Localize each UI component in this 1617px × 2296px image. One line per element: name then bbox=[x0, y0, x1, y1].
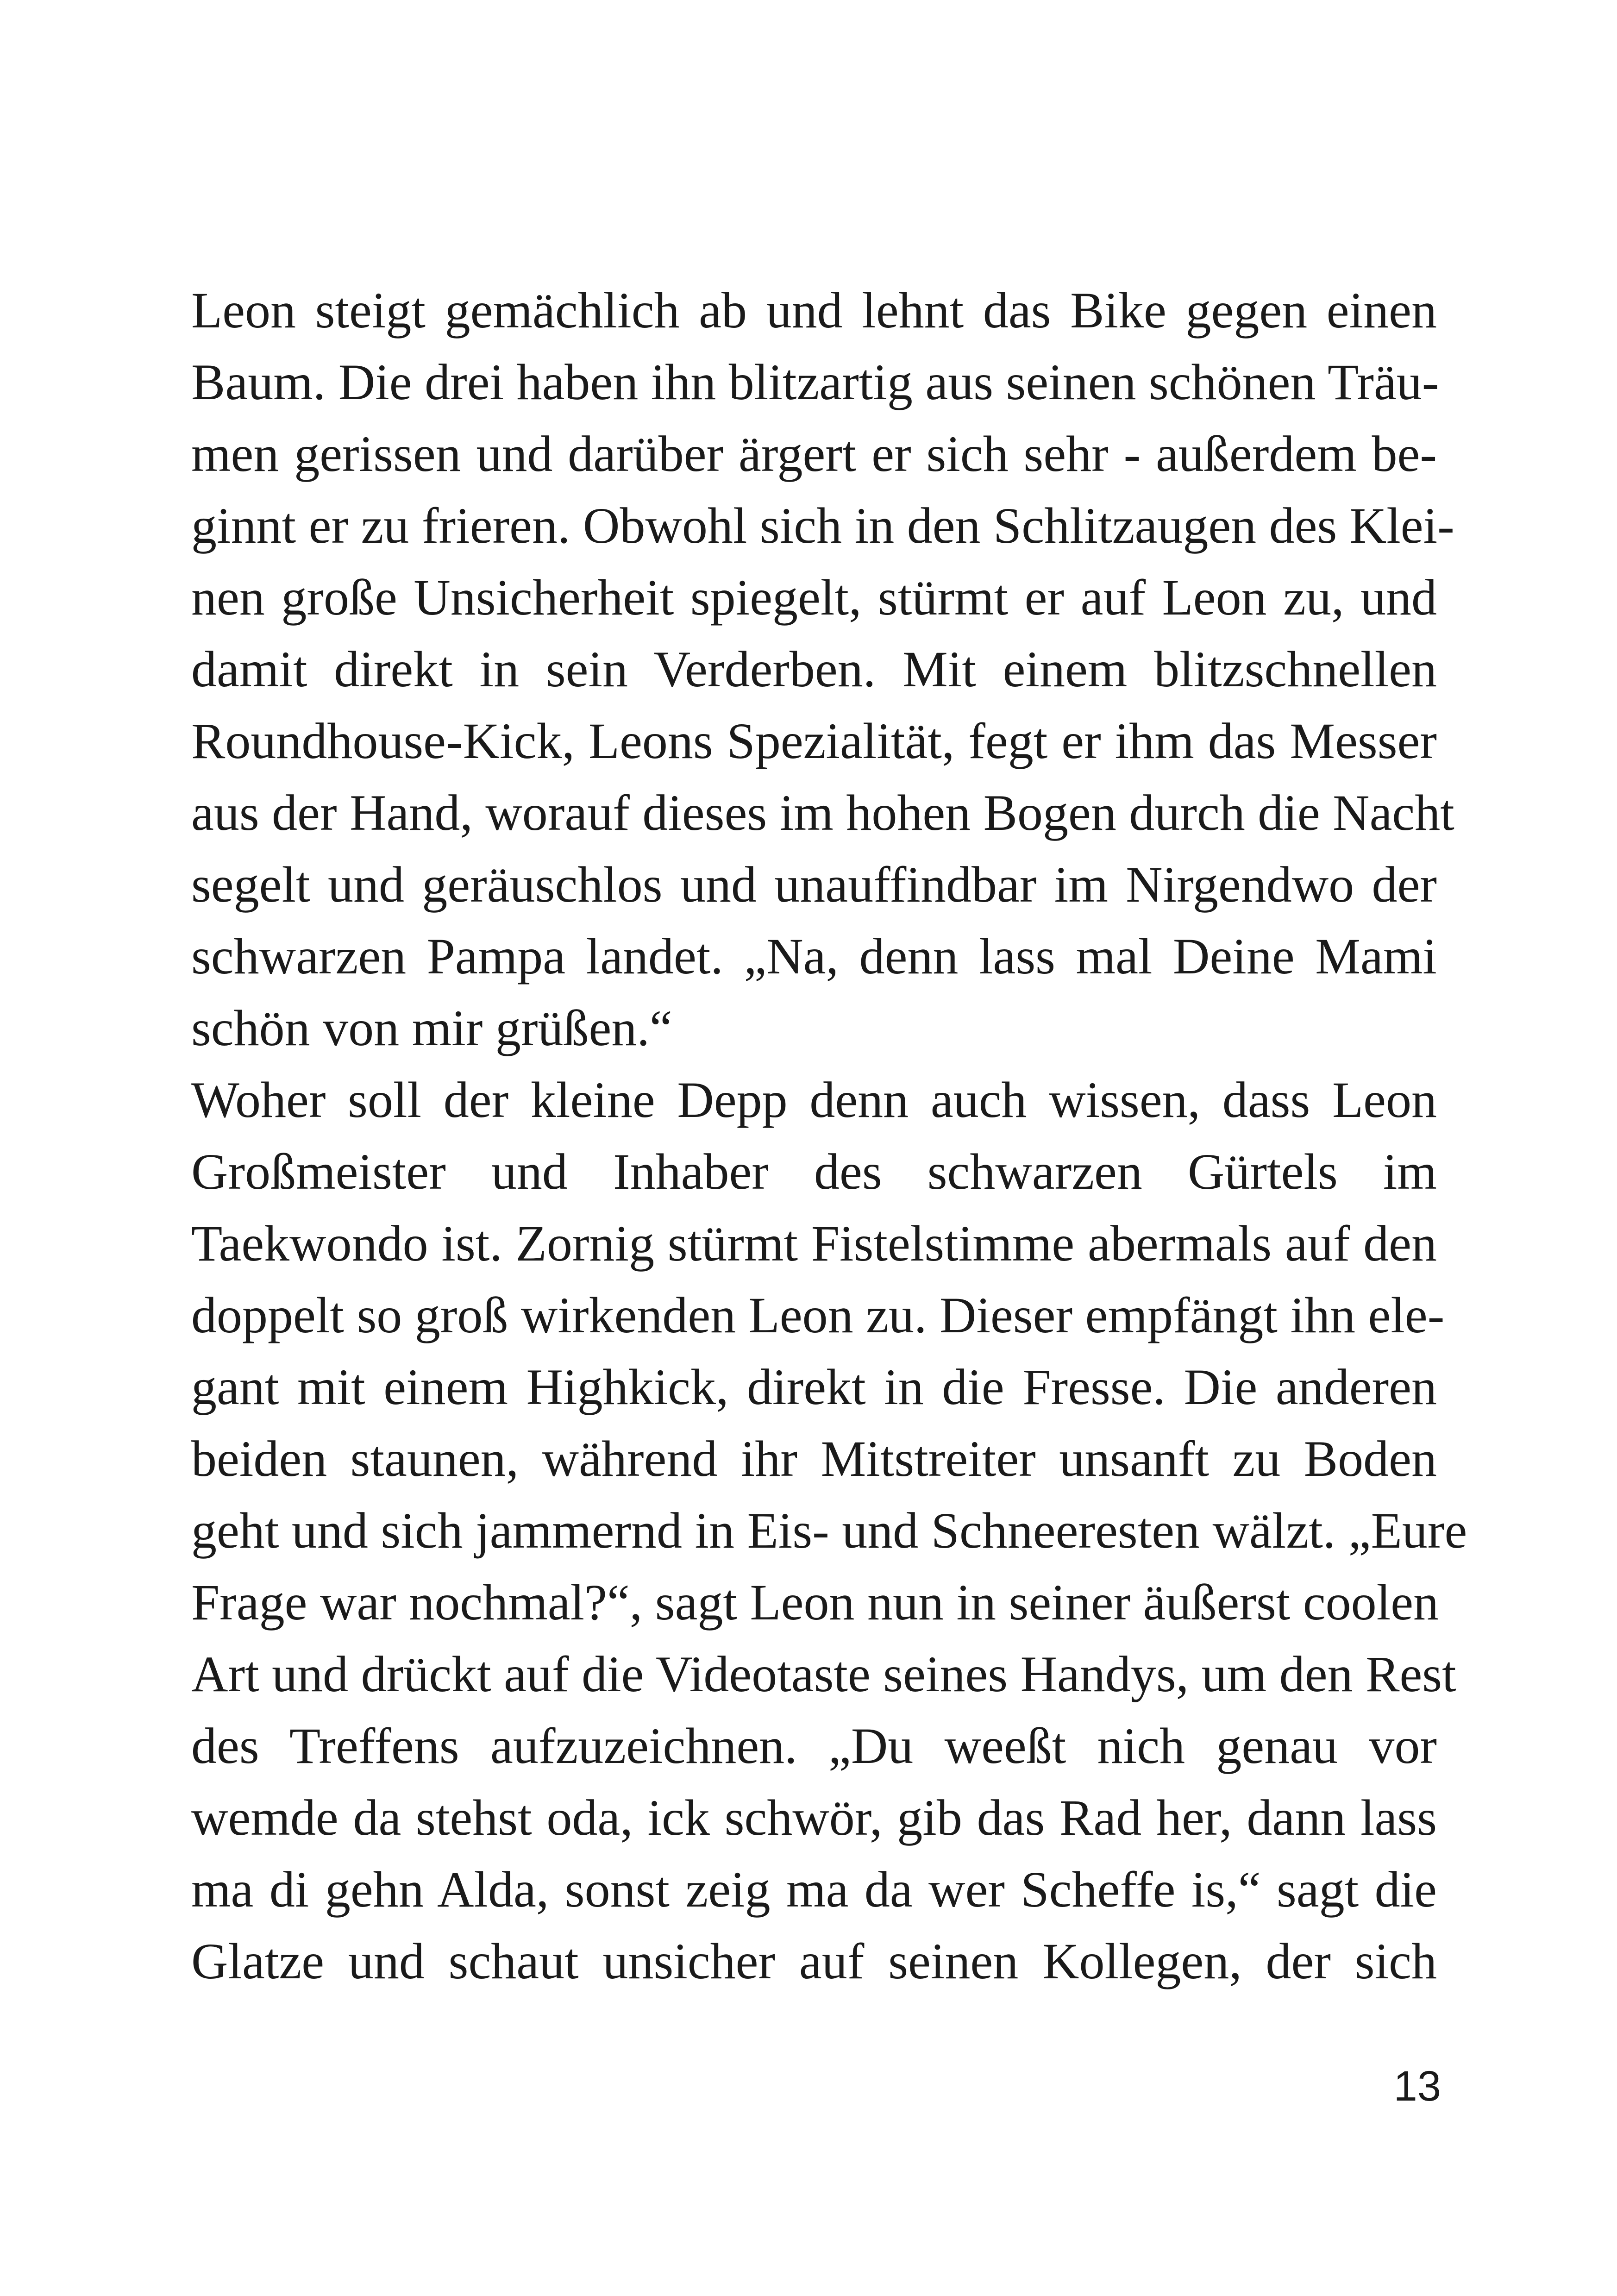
text-line: Frage war nochmal?“, sagt Leon nun in seiner äußerst coolen bbox=[191, 1574, 1439, 1631]
text-line: doppelt so groß wirkenden Leon zu. Dieser empfängt ihn ele- bbox=[191, 1287, 1445, 1343]
text-line: nen große Unsicherheit spiegelt, stürmt er auf Leon zu, und bbox=[191, 569, 1437, 626]
text-line: damit direkt in sein Verderben. Mit einem blitzschnellen bbox=[191, 641, 1437, 697]
text-line: geht und sich jammernd in Eis- und Schneeresten wälzt. „Eure bbox=[191, 1502, 1467, 1559]
text-line: Baum. Die drei haben ihn blitzartig aus seinen schönen Träu- bbox=[191, 354, 1439, 410]
text-line: wemde da stehst oda, ick schwör, gib das Rad her, dann lass bbox=[191, 1789, 1437, 1846]
text-line: Glatze und schaut unsicher auf seinen Kollegen, der sich bbox=[191, 1933, 1437, 1989]
text-line: Art und drückt auf die Videotaste seines Handys, um den Rest bbox=[191, 1646, 1456, 1702]
text-line: aus der Hand, worauf dieses im hohen Bogen durch die Nacht bbox=[191, 784, 1454, 841]
text-line: ma di gehn Alda, sonst zeig ma da wer Scheffe is,“ sagt die bbox=[191, 1861, 1437, 1918]
text-line: Leon steigt gemächlich ab und lehnt das Bike gegen einen bbox=[191, 282, 1437, 339]
text-line: beiden staunen, während ihr Mitstreiter unsanft zu Boden bbox=[191, 1430, 1437, 1487]
text-line: schön von mir grüßen.“ bbox=[191, 1000, 672, 1056]
text-line: ginnt er zu frieren. Obwohl sich in den Schlitzaugen des Klei- bbox=[191, 497, 1454, 554]
text-line: schwarzen Pampa landet. „Na, denn lass mal Deine Mami bbox=[191, 928, 1437, 985]
text-line: des Treffens aufzuzeichnen. „Du weeßt nich genau vor bbox=[191, 1718, 1437, 1774]
text-line: gant mit einem Highkick, direkt in die Fresse. Die anderen bbox=[191, 1359, 1437, 1415]
text-line: Roundhouse-Kick, Leons Spezialität, fegt er ihm das Messer bbox=[191, 713, 1437, 769]
text-line: segelt und geräuschlos und unauffindbar im Nirgendwo der bbox=[191, 856, 1437, 913]
text-line: men gerissen und darüber ärgert er sich sehr - außerdem be- bbox=[191, 426, 1437, 482]
page-number: 13 bbox=[1393, 2063, 1441, 2110]
body-text bbox=[191, 275, 1467, 1997]
text-line: Großmeister und Inhaber des schwarzen Gürtels im bbox=[191, 1143, 1437, 1200]
text-line: Woher soll der kleine Depp denn auch wissen, dass Leon bbox=[191, 1072, 1437, 1128]
text-line: Taekwondo ist. Zornig stürmt Fistelstimme abermals auf den bbox=[191, 1215, 1437, 1272]
